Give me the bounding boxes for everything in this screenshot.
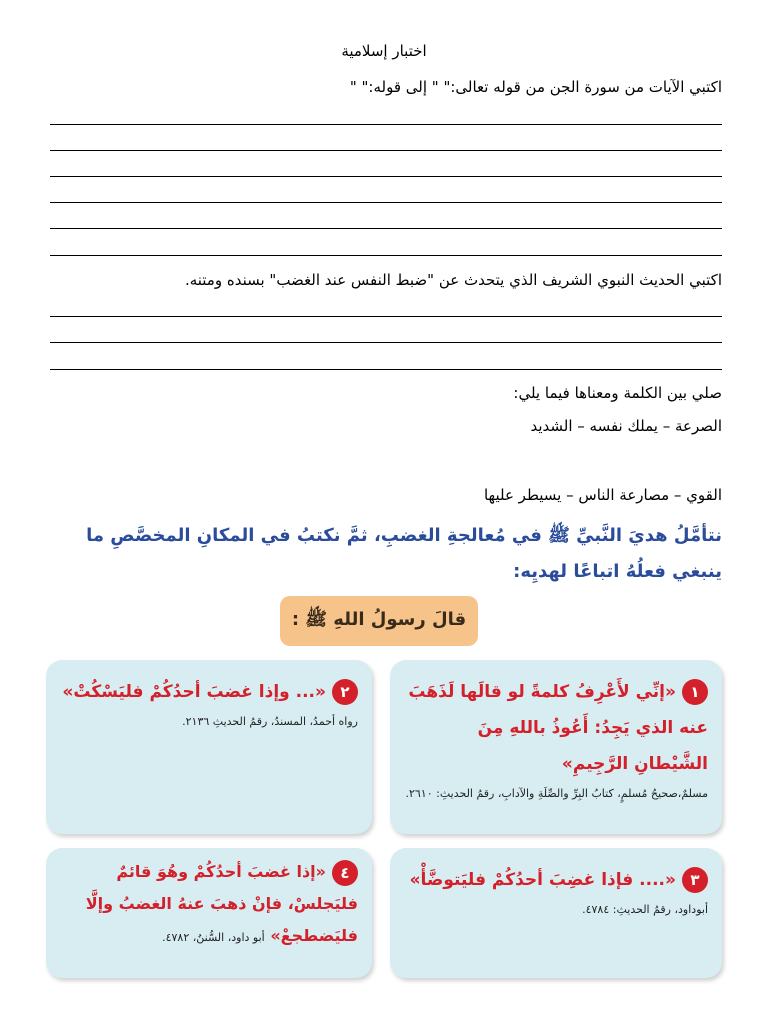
hadith-source: رواه أحمدُ، المسندُ، رقمُ الحديثِ ٢١٣٦. — [182, 715, 358, 728]
hadith-card-2 — [46, 660, 372, 834]
banner-label: قالَ رسولُ اللهِ ﷺ : — [291, 609, 467, 630]
question-3: صلي بين الكلمة ومعناها فيما يلي: — [513, 384, 722, 402]
page-title: اختبار إسلامية — [341, 42, 427, 60]
hadith-card-1 — [390, 660, 722, 834]
card-number-badge: ٤ — [332, 860, 358, 886]
matching-line-1: الصرعة – يملك نفسه – الشديد — [530, 417, 722, 435]
hadith-quote: «... وإذا غضبَ أحدُكُمْ فليَسْكُتْ» — [62, 682, 326, 702]
answer-line — [50, 150, 722, 151]
card-number-badge: ١ — [682, 679, 708, 705]
hadith-source: أبو داود، السُّننُ، ٤٧٨٢. — [162, 931, 265, 944]
question-2: اكتبي الحديث النبوي الشريف الذي يتحدث عن "ضبط النفس عند الغضب" بسنده ومتنه. — [184, 271, 722, 289]
answer-line — [50, 228, 722, 229]
answer-line — [50, 124, 722, 125]
answer-line — [50, 176, 722, 177]
matching-line-2: القوي – مصارعة الناس – يسيطر عليها — [483, 486, 722, 504]
hadith-quote: «إنِّي لأَعْرِفُ كلمةً لو قالَها لَذَهَبَ عنه الذي يَجِدُ: أَعُوذُ باللهِ مِنَ الشَّيْطانِ الرَّجِيمِ» — [408, 682, 708, 774]
hadith-card-3 — [390, 848, 722, 978]
answer-line — [50, 316, 722, 317]
hadith-quote: «إذا غضبَ أحدُكُمْ وهُوَ قائمٌ فليَجلسْ، فإنْ ذهبَ عنهُ الغضبُ وإلَّا فليَضطجعْ» — [85, 862, 358, 945]
card-number-badge: ٢ — [332, 679, 358, 705]
question-1: اكتبي الآيات من سورة الجن من قوله تعالى:" " إلى قوله:" " — [349, 78, 722, 96]
banner — [280, 596, 478, 646]
hadith-quote: «.... فإذا غضِبَ أحدُكُمْ فليَتوضَّأْ» — [409, 870, 676, 890]
hadith-source: مسلمٌ،صحيحُ مُسلمٍ، كتابُ البِرِّ والصِّلَةِ والآدابِ، رقمُ الحديثِ: ٢٦١٠. — [405, 787, 708, 800]
hadith-card-4 — [46, 848, 372, 978]
answer-line — [50, 202, 722, 203]
answer-line — [50, 369, 722, 370]
answer-line — [50, 255, 722, 256]
card-number-badge: ٣ — [682, 867, 708, 893]
answer-line — [50, 342, 722, 343]
hadith-source: أبوداود، رقمُ الحديثِ: ٤٧٨٤. — [582, 903, 708, 916]
instruction-text: نتأمَّلُ هديَ النَّبيِّ ﷺ في مُعالجةِ الغضبِ، ثمَّ نكتبُ في المكانِ المخصَّصِ ما ينبغي فعلُهُ اتباعًا لهديِه: — [86, 525, 722, 582]
